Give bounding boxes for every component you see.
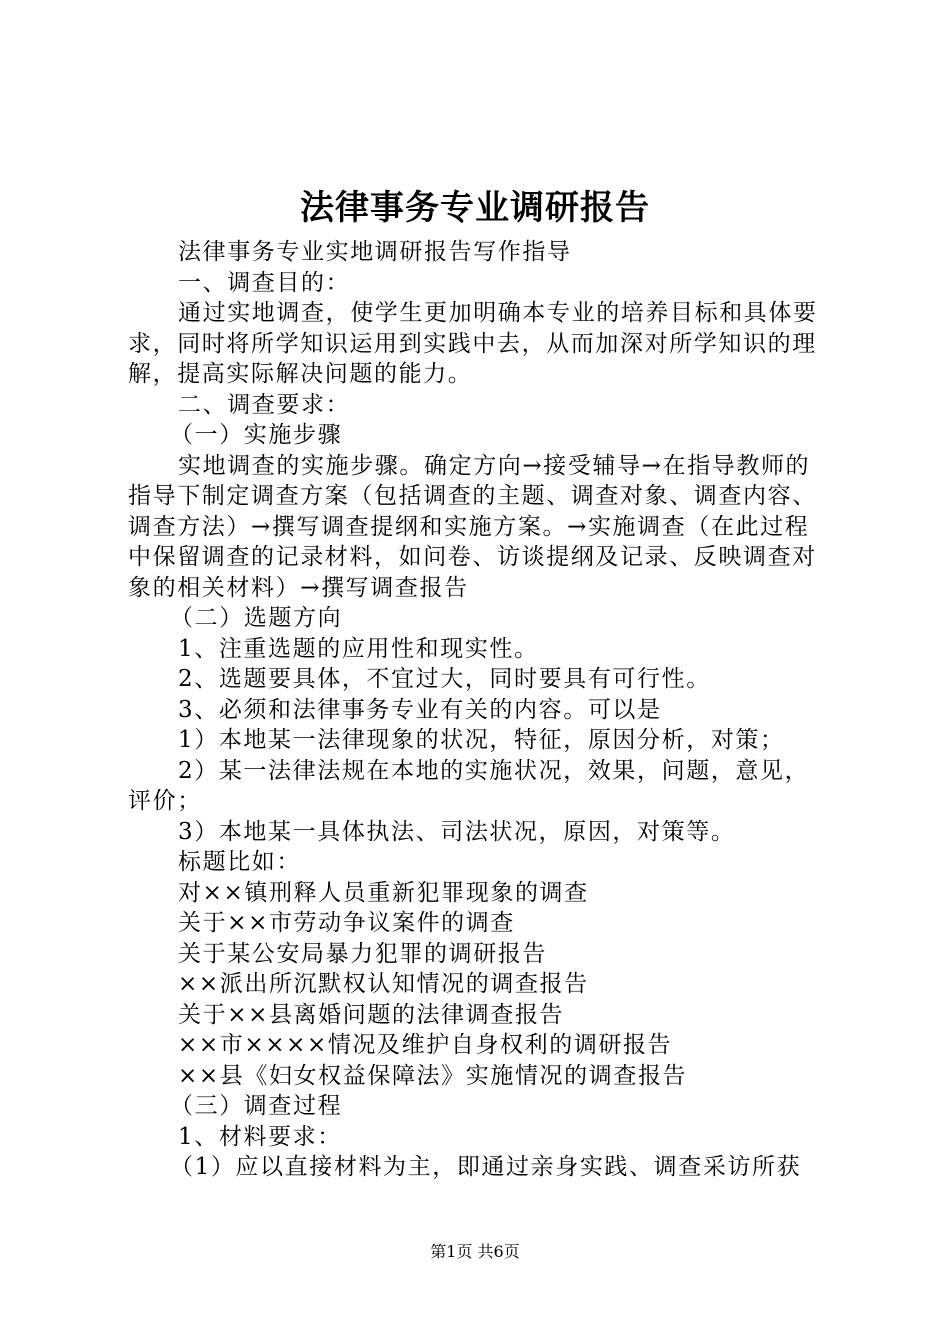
body-paragraph: 实地调查的实施步骤。确定方向→接受辅导→在指导教师的指导下制定调查方案（包括调查的主题、调查对象、调查内容、调查方法）→撰写调查提纲和实施方案。→实施调查（在此过程中保留调查的记录材料，如问卷、访谈提纲及记录、反映调查对象的相关材料）→撰写调查报告 xyxy=(128,452,817,601)
list-item: 3）本地某一具体执法、司法状况，原因，对策等。 xyxy=(178,818,736,845)
body-paragraph: 通过实地调查，使学生更加明确本专业的培养目标和具体要求，同时将所学知识运用到实践中去，从而加深对所学知识的理解，提高实际解决问题的能力。 xyxy=(128,300,818,387)
subsection-heading: （三）调查过程 xyxy=(170,1093,343,1119)
example-title: 关于××市劳动争议案件的调查 xyxy=(178,910,515,936)
document-title: 法律事务专业调研报告 xyxy=(300,188,650,228)
list-item: 2）某一法律法规在本地的实施状况，效果，问题，意见，评价； xyxy=(128,757,810,814)
page-footer: 第1页 共6页 xyxy=(430,1242,520,1261)
list-item: 3、必须和法律事务专业有关的内容。可以是 xyxy=(178,696,662,723)
body-paragraph: 标题比如： xyxy=(178,849,301,875)
list-item: （1）应以直接材料为主，即通过亲身实践、调查采访所获 xyxy=(170,1154,802,1180)
example-title: 关于××县离婚问题的法律调查报告 xyxy=(178,1001,565,1028)
subsection-heading: （一）实施步骤 xyxy=(170,422,343,448)
list-item: 1）本地某一法律现象的状况，特征，原因分析，对策； xyxy=(178,727,785,753)
list-item: 2、选题要具体，不宜过大，同时要具有可行性。 xyxy=(178,666,711,692)
subsection-heading: （二）选题方向 xyxy=(170,605,343,631)
subtitle-paragraph: 法律事务专业实地调研报告写作指导 xyxy=(178,239,572,265)
list-item: 1、注重选题的应用性和现实性。 xyxy=(178,635,539,662)
section-heading: 一、调查目的： xyxy=(178,269,351,296)
section-heading: 二、调查要求： xyxy=(178,391,351,418)
document-body xyxy=(128,237,832,1183)
example-title: ××县《妇女权益保障法》实施情况的调查报告 xyxy=(178,1062,688,1089)
example-title: ××市××××情况及维护自身权利的调研报告 xyxy=(178,1032,673,1058)
list-item: 1、材料要求： xyxy=(178,1123,342,1150)
example-title: 对××镇刑释人员重新犯罪现象的调查 xyxy=(178,879,589,906)
example-title: 关于某公安局暴力犯罪的调研报告 xyxy=(178,940,547,967)
example-title: ××派出所沉默权认知情况的调查报告 xyxy=(178,971,589,997)
